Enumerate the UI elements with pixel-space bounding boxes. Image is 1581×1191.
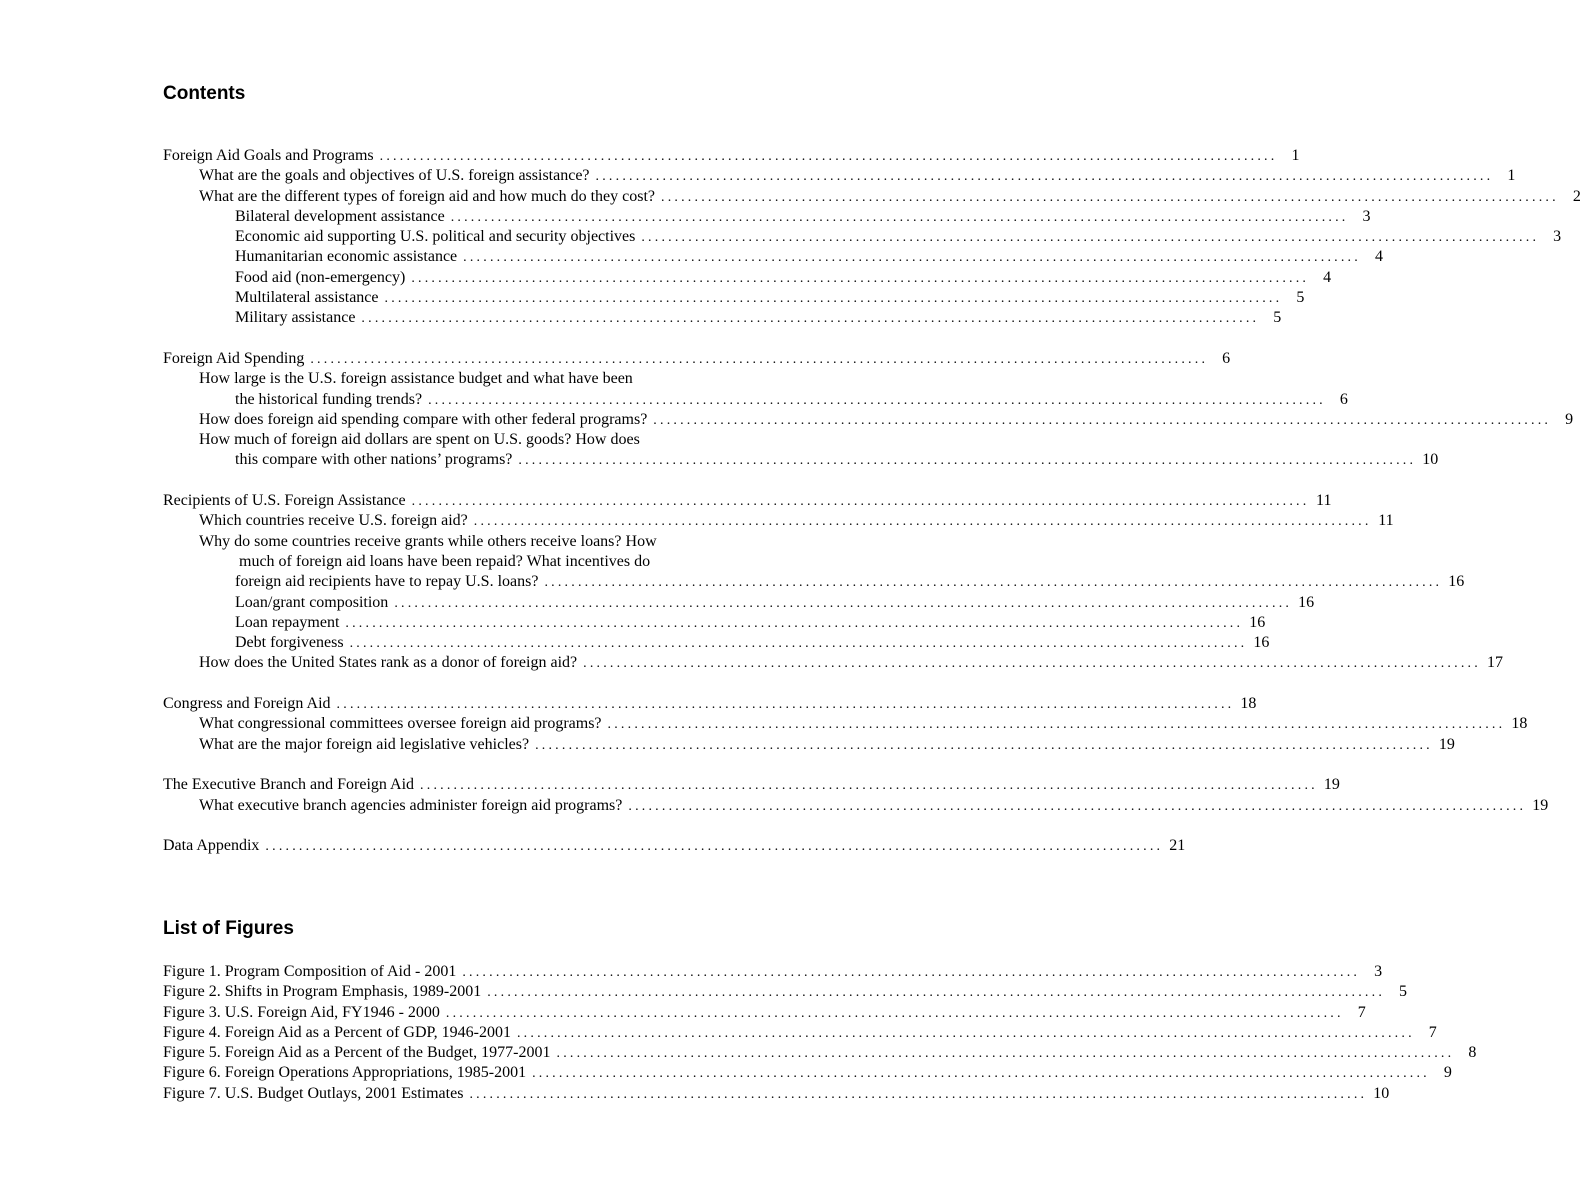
toc-entry-page: 19: [1323, 776, 1340, 794]
toc-entry[interactable]: [163, 633, 1270, 653]
contents-heading: Contents: [163, 83, 246, 104]
toc-entry-page: 17: [1486, 654, 1503, 672]
toc-entry-title: Why do some countries receive grants while others receive loans? How: [199, 532, 657, 550]
toc-entry-title: Data Appendix: [163, 837, 260, 855]
leader-dots: ......................................................................................................................................: [518, 453, 1417, 469]
figure-entry-title: Figure 2. Shifts in Program Emphasis, 1989-2001: [163, 983, 482, 1001]
figure-entry-title: Figure 4. Foreign Aid as a Percent of GDP, 1946-2001: [163, 1023, 511, 1041]
leader-dots: ......................................................................................................................................: [411, 270, 1310, 286]
figures-heading: List of Figures: [163, 918, 294, 939]
toc-entry-title: Bilateral development assistance: [235, 207, 445, 225]
toc-entry[interactable]: [163, 836, 1186, 856]
toc-entry-page: 19: [1438, 735, 1455, 753]
leader-dots: ......................................................................................................................................: [641, 230, 1540, 246]
contents-list: [163, 146, 1581, 856]
leader-dots: ......................................................................................................................................: [661, 189, 1559, 205]
toc-entry-page: 16: [1249, 613, 1266, 631]
toc-entry-title: What are the major foreign aid legislative vehicles?: [199, 735, 530, 753]
toc-entry[interactable]: [163, 166, 1516, 186]
toc-entry[interactable]: [163, 593, 1315, 613]
toc-entry[interactable]: [163, 227, 1562, 247]
figures-list: [163, 962, 1477, 1104]
leader-dots: ......................................................................................................................................: [394, 595, 1293, 611]
toc-entry-title: What are the different types of foreign aid and how much do they cost?: [199, 187, 655, 205]
leader-dots: ......................................................................................................................................: [595, 169, 1494, 185]
toc-entry-page: 6: [1339, 390, 1348, 408]
leader-dots: ......................................................................................................................................: [361, 311, 1260, 327]
toc-entry-page: 19: [1532, 796, 1549, 814]
leader-dots: ......................................................................................................................................: [532, 1066, 1430, 1082]
toc-entry[interactable]: [163, 775, 1340, 795]
figure-entry-page: 7: [1428, 1023, 1437, 1041]
leader-dots: ......................................................................................................................................: [349, 636, 1248, 652]
leader-dots: ......................................................................................................................................: [428, 392, 1326, 408]
toc-entry-continuation[interactable]: [163, 572, 1465, 592]
leader-dots: ......................................................................................................................................: [463, 250, 1361, 266]
toc-entry[interactable]: [163, 207, 1371, 227]
toc-entry-page: 16: [1298, 593, 1315, 611]
toc-entry[interactable]: [163, 653, 1503, 673]
toc-entry[interactable]: [163, 714, 1528, 734]
figure-entry[interactable]: [163, 1084, 1390, 1104]
leader-dots: ......................................................................................................................................: [469, 1086, 1368, 1102]
leader-dots: ......................................................................................................................................: [473, 514, 1372, 530]
toc-entry-page: 3: [1362, 207, 1371, 225]
toc-entry-title: Multilateral assistance: [235, 289, 379, 307]
leader-dots: ......................................................................................................................................: [628, 798, 1527, 814]
toc-entry[interactable]: [163, 796, 1549, 816]
figure-entry[interactable]: [163, 962, 1383, 982]
toc-entry-page: 3: [1553, 228, 1562, 246]
leader-dots: ......................................................................................................................................: [310, 351, 1209, 367]
figure-entry-title: Figure 7. U.S. Budget Outlays, 2001 Estimates: [163, 1084, 464, 1102]
toc-entry-title: Loan/grant composition: [235, 593, 389, 611]
toc-entry[interactable]: [163, 410, 1574, 430]
toc-entry-page: 21: [1169, 837, 1186, 855]
figure-entry-title: Figure 1. Program Composition of Aid - 2001: [163, 963, 457, 980]
toc-entry-page: 18: [1511, 715, 1528, 733]
leader-dots: ......................................................................................................................................: [345, 615, 1244, 631]
toc-entry-page: 11: [1378, 512, 1394, 530]
leader-dots: ......................................................................................................................................: [535, 737, 1433, 753]
toc-entry-title: How much of foreign aid dollars are spent on U.S. goods? How does: [199, 431, 640, 449]
toc-entry[interactable]: [163, 532, 759, 552]
toc-entry-page: 11: [1316, 492, 1332, 510]
figure-entry-title: Figure 6. Foreign Operations Appropriations, 1985-2001: [163, 1064, 527, 1082]
toc-entry-title: What executive branch agencies administer foreign aid programs?: [199, 796, 623, 814]
toc-entry-page: 4: [1323, 268, 1332, 286]
leader-dots: ......................................................................................................................................: [607, 717, 1506, 733]
toc-entry-title: Recipients of U.S. Foreign Assistance: [163, 492, 406, 510]
toc-entry-title: Military assistance: [235, 309, 356, 327]
toc-entry[interactable]: [163, 430, 759, 450]
figure-entry-page: 5: [1399, 983, 1408, 1001]
toc-entry[interactable]: [163, 349, 1231, 369]
toc-entry-page: 18: [1240, 695, 1257, 713]
toc-entry[interactable]: [163, 511, 1394, 531]
toc-entry-title: Foreign Aid Goals and Programs: [163, 147, 374, 164]
toc-entry-title: How does foreign aid spending compare with other federal programs?: [199, 410, 648, 428]
toc-entry[interactable]: [163, 694, 1257, 714]
toc-entry[interactable]: [163, 268, 1332, 288]
leader-dots: ......................................................................................................................................: [420, 778, 1318, 794]
toc-entry-title: Humanitarian economic assistance: [235, 248, 458, 266]
figure-entry[interactable]: [163, 1023, 1437, 1043]
toc-entry-page: 4: [1374, 248, 1383, 266]
toc-entry-title: How large is the U.S. foreign assistance budget and what have been: [199, 370, 633, 388]
toc-entry-title-cont: much of foreign aid loans have been repaid? What incentives do: [239, 552, 651, 570]
leader-dots: ......................................................................................................................................: [384, 291, 1283, 307]
leader-dots: ......................................................................................................................................: [445, 1005, 1344, 1021]
toc-entry[interactable]: [163, 288, 1305, 308]
toc-entry[interactable]: [163, 308, 1282, 328]
toc-entry-title: Economic aid supporting U.S. political and security objectives: [235, 228, 636, 246]
figure-entry-title: Figure 3. U.S. Foreign Aid, FY1946 - 2000: [163, 1003, 440, 1021]
leader-dots: ......................................................................................................................................: [487, 985, 1386, 1001]
toc-entry[interactable]: [163, 146, 1300, 166]
toc-entry-page: 16: [1253, 634, 1270, 652]
figure-entry-page: 8: [1468, 1044, 1477, 1062]
toc-entry-title: The Executive Branch and Foreign Aid: [163, 776, 415, 794]
toc-entry-title: How does the United States rank as a donor of foreign aid?: [199, 654, 578, 672]
toc-entry[interactable]: [163, 247, 1383, 267]
leader-dots: ......................................................................................................................................: [516, 1025, 1415, 1041]
toc-entry-title-cont: this compare with other nations’ programs?: [235, 451, 513, 469]
toc-entry-page: 16: [1448, 573, 1465, 591]
leader-dots: ......................................................................................................................................: [379, 149, 1278, 164]
leader-dots: ......................................................................................................................................: [450, 209, 1349, 225]
leader-dots: ......................................................................................................................................: [556, 1046, 1455, 1062]
toc-entry[interactable]: [163, 369, 759, 389]
figure-entry-page: 10: [1373, 1084, 1390, 1102]
toc-entry-continuation[interactable]: [163, 390, 1348, 410]
toc-entry-title: What are the goals and objectives of U.S. foreign assistance?: [199, 167, 590, 185]
leader-dots: ......................................................................................................................................: [462, 965, 1361, 980]
toc-entry[interactable]: [163, 491, 1332, 511]
figure-entry-page: 7: [1357, 1003, 1366, 1021]
toc-entry-continuation[interactable]: [163, 552, 759, 572]
toc-entry[interactable]: [163, 613, 1266, 633]
toc-entry[interactable]: [163, 187, 1581, 207]
figure-entry[interactable]: [163, 1003, 1366, 1023]
leader-dots: ......................................................................................................................................: [653, 412, 1552, 428]
toc-entry-title: Congress and Foreign Aid: [163, 695, 331, 713]
figure-entry-page: 9: [1443, 1064, 1452, 1082]
leader-dots: ......................................................................................................................................: [544, 575, 1443, 591]
toc-entry-title-cont: the historical funding trends?: [235, 390, 423, 408]
leader-dots: ......................................................................................................................................: [411, 494, 1310, 510]
figure-entry-title: Figure 5. Foreign Aid as a Percent of the Budget, 1977-2001: [163, 1044, 551, 1062]
toc-entry-page: 5: [1273, 309, 1282, 327]
toc-entry-title: What congressional committees oversee foreign aid programs?: [199, 715, 602, 733]
leader-dots: ......................................................................................................................................: [583, 656, 1481, 672]
toc-entry-continuation[interactable]: [163, 450, 1439, 470]
toc-entry-page: 10: [1422, 451, 1439, 469]
figure-entry-page: 3: [1374, 963, 1383, 980]
figure-entry[interactable]: [163, 1043, 1477, 1063]
toc-entry-title: Food aid (non-emergency): [235, 268, 406, 286]
toc-entry-title: Debt forgiveness: [235, 634, 344, 652]
toc-entry[interactable]: [163, 735, 1455, 755]
leader-dots: ......................................................................................................................................: [265, 839, 1164, 855]
toc-entry-title: Loan repayment: [235, 613, 340, 631]
toc-entry-page: 1: [1291, 147, 1300, 164]
toc-entry-page: 1: [1507, 167, 1516, 185]
leader-dots: ......................................................................................................................................: [336, 697, 1235, 713]
figure-entry[interactable]: [163, 1063, 1452, 1083]
toc-entry-page: 5: [1296, 289, 1305, 307]
toc-entry-title: Which countries receive U.S. foreign aid?: [199, 512, 468, 530]
toc-entry-page: 9: [1565, 410, 1574, 428]
toc-entry-title: Foreign Aid Spending: [163, 349, 305, 367]
toc-entry-page: 6: [1222, 349, 1231, 367]
toc-entry-title-cont: foreign aid recipients have to repay U.S. loans?: [235, 573, 539, 591]
toc-entry-page: 2: [1572, 187, 1581, 205]
figure-entry[interactable]: [163, 982, 1408, 1002]
